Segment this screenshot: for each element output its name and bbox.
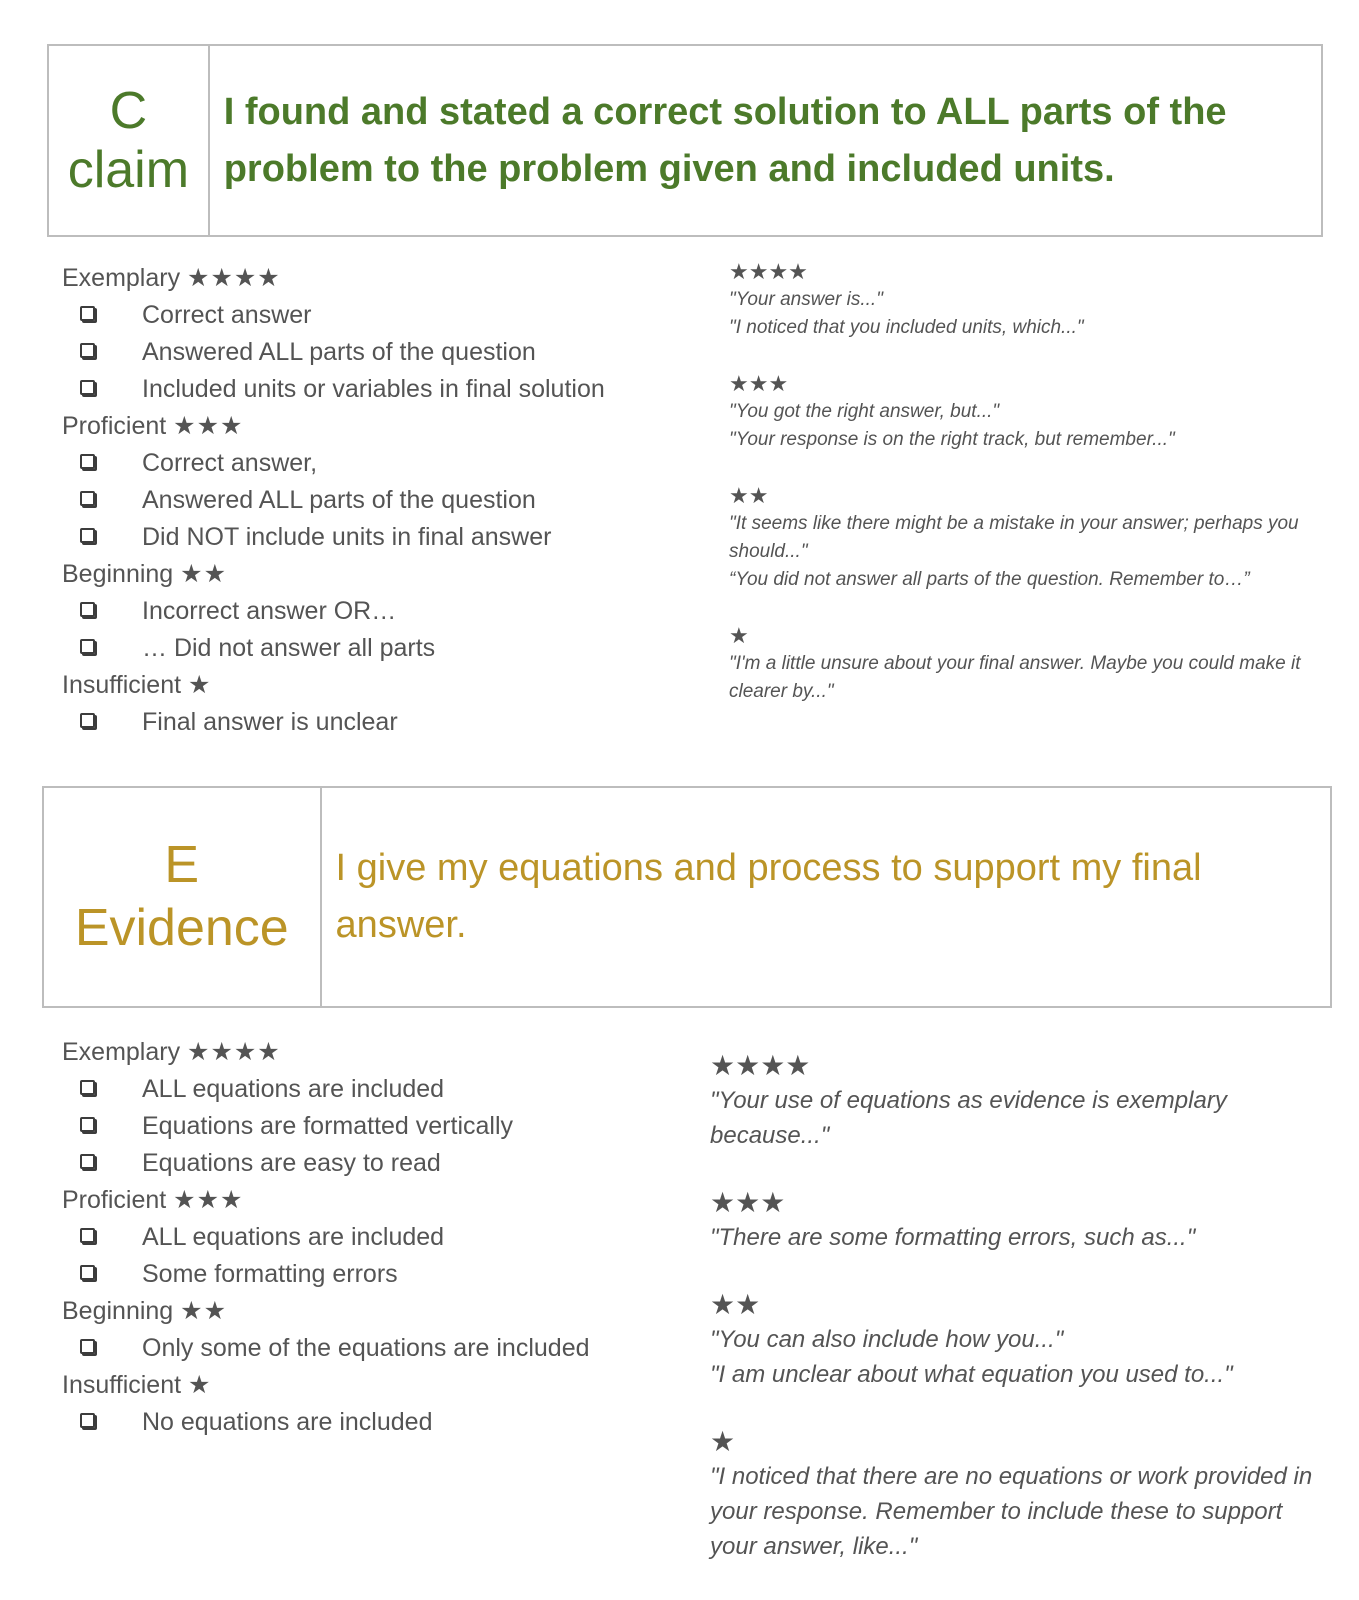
feedback-line: "You can also include how you..." [710, 1326, 1064, 1353]
level-label: Insufficient [62, 1371, 182, 1399]
checklist-item [62, 593, 605, 630]
checklist-item-text: Included units or variables in final solution [142, 375, 605, 403]
checklist-item [62, 297, 605, 334]
claim-letter: C [109, 81, 148, 140]
checklist-item-text: ALL equations are included [142, 1075, 445, 1103]
checkbox-square [80, 1154, 95, 1169]
feedback-line: "I noticed that there are no equations or work provided in your response. Remember to include these to support your answer, like..." [710, 1463, 1313, 1560]
checklist-item [62, 445, 605, 482]
feedback-line: "I am unclear about what equation you used to..." [710, 1361, 1233, 1388]
checkbox-square [80, 639, 95, 654]
feedback-stars: ★★ [710, 1289, 761, 1320]
checklist-item [62, 1071, 590, 1108]
level-label: Proficient [62, 412, 167, 440]
checkbox-square [80, 1413, 95, 1428]
feedback-stars: ★★★ [729, 371, 789, 396]
level-label: Exemplary [62, 264, 181, 292]
checklist-item [62, 630, 605, 667]
level-stars: ★★★★ [187, 1038, 281, 1066]
feedback-block [729, 258, 1319, 342]
checklist-item [62, 371, 605, 408]
checklist-item-text: Answered ALL parts of the question [142, 338, 536, 366]
checklist-item-text: Answered ALL parts of the question [142, 486, 536, 514]
feedback-line: “You did not answer all parts of the question. Remember to…” [729, 569, 1250, 590]
level-label: Exemplary [62, 1038, 181, 1066]
checkbox-square [80, 1265, 95, 1280]
level-label: Proficient [62, 1186, 167, 1214]
evidence-rubric [62, 1034, 590, 1441]
feedback-block [729, 622, 1319, 706]
claim-statement: I found and stated a correct solution to ALL parts of the problem to the problem given and included units. [223, 90, 1227, 190]
checklist-item-text: Correct answer, [142, 449, 318, 477]
checklist-item-text: Incorrect answer OR… [142, 597, 397, 625]
feedback-line: "It seems like there might be a mistake in your answer; perhaps you should..." [729, 513, 1299, 562]
rubric-level [62, 667, 605, 704]
checklist-item-text: Equations are easy to read [142, 1149, 441, 1177]
checklist-item [62, 1256, 590, 1293]
feedback-stars: ★★★ [710, 1187, 786, 1218]
level-stars: ★ [188, 1371, 212, 1399]
rubric-level [62, 1182, 590, 1219]
checkbox-icon [62, 482, 142, 519]
checklist-item [62, 1330, 590, 1367]
evidence-statement: I give my equations and process to support my final answer. [335, 847, 1202, 946]
checklist-item-text: ALL equations are included [142, 1223, 445, 1251]
level-stars: ★★ [180, 1297, 227, 1325]
checklist-item [62, 519, 605, 556]
checklist-item-text: No equations are included [142, 1408, 433, 1436]
feedback-line: "You got the right answer, but..." [729, 401, 1000, 422]
feedback-block [710, 1185, 1330, 1255]
evidence-statement-cell [322, 788, 1330, 1006]
level-label: Beginning [62, 560, 174, 588]
checkbox-square [80, 1339, 95, 1354]
checkbox-icon [62, 1404, 142, 1441]
feedback-block [710, 1287, 1330, 1392]
feedback-line: "I'm a little unsure about your final answer. Maybe you could make it clearer by..." [729, 653, 1301, 702]
feedback-line: "Your answer is..." [729, 289, 883, 310]
checklist-item [62, 1108, 590, 1145]
evidence-letter: E [164, 836, 200, 894]
checkbox-icon [62, 1145, 142, 1182]
rubric-level [62, 260, 605, 297]
feedback-block [710, 1424, 1330, 1564]
checkbox-icon [62, 1330, 142, 1367]
rubric-level [62, 556, 605, 593]
feedback-stars: ★★★★ [729, 259, 808, 284]
level-stars: ★★★ [173, 1186, 244, 1214]
evidence-label-cell [44, 788, 322, 1006]
feedback-block [729, 370, 1319, 454]
checkbox-icon [62, 1108, 142, 1145]
level-label: Insufficient [62, 671, 182, 699]
claim-feedback-stems [729, 258, 1319, 734]
checkbox-icon [62, 630, 142, 667]
feedback-line: "Your response is on the right track, but remember..." [729, 429, 1175, 450]
checkbox-icon [62, 704, 142, 741]
feedback-block [729, 482, 1319, 594]
checklist-item [62, 1404, 590, 1441]
checkbox-square [80, 306, 95, 321]
feedback-line: "There are some formatting errors, such as..." [710, 1224, 1196, 1251]
claim-label-cell [49, 46, 210, 235]
checklist-item-text: Final answer is unclear [142, 708, 398, 736]
checkbox-square [80, 602, 95, 617]
checklist-item [62, 482, 605, 519]
checklist-item [62, 1145, 590, 1182]
checklist-item-text: Did NOT include units in final answer [142, 523, 552, 551]
claim-word: claim [67, 140, 190, 199]
evidence-word: Evidence [74, 899, 289, 957]
checkbox-square [80, 343, 95, 358]
checkbox-icon [62, 593, 142, 630]
feedback-stars: ★ [729, 623, 749, 648]
checkbox-square [80, 1080, 95, 1095]
feedback-stars: ★★★★ [710, 1050, 811, 1081]
feedback-stars: ★ [710, 1426, 736, 1457]
evidence-feedback-stems [710, 1048, 1330, 1596]
checkbox-icon [62, 334, 142, 371]
evidence-header-box [42, 786, 1332, 1008]
checklist-item [62, 704, 605, 741]
checklist-item [62, 1219, 590, 1256]
checkbox-icon [62, 1071, 142, 1108]
checkbox-icon [62, 445, 142, 482]
checkbox-square [80, 1228, 95, 1243]
checkbox-square [80, 491, 95, 506]
rubric-level [62, 1034, 590, 1071]
checkbox-square [80, 528, 95, 543]
checkbox-icon [62, 1256, 142, 1293]
checklist-item-text: Some formatting errors [142, 1260, 398, 1288]
feedback-line: "I noticed that you included units, which..." [729, 317, 1084, 338]
feedback-line: "Your use of equations as evidence is exemplary because..." [710, 1087, 1227, 1149]
checklist-item-text: Correct answer [142, 301, 312, 329]
rubric-level [62, 1367, 590, 1404]
rubric-level [62, 408, 605, 445]
checklist-item-text: Equations are formatted vertically [142, 1112, 514, 1140]
feedback-stars: ★★ [729, 483, 769, 508]
checkbox-square [80, 1117, 95, 1132]
checkbox-square [80, 713, 95, 728]
level-stars: ★★★★ [187, 264, 281, 292]
claim-statement-cell [210, 46, 1321, 235]
level-stars: ★ [188, 671, 212, 699]
level-stars: ★★★ [173, 412, 244, 440]
checkbox-square [80, 454, 95, 469]
feedback-block [710, 1048, 1330, 1153]
checkbox-icon [62, 519, 142, 556]
level-label: Beginning [62, 1297, 174, 1325]
checklist-item-text: … Did not answer all parts [142, 634, 436, 662]
checkbox-icon [62, 371, 142, 408]
checkbox-icon [62, 297, 142, 334]
claim-rubric [62, 260, 605, 741]
checkbox-icon [62, 1219, 142, 1256]
checklist-item-text: Only some of the equations are included [142, 1334, 590, 1362]
checkbox-square [80, 380, 95, 395]
rubric-level [62, 1293, 590, 1330]
level-stars: ★★ [180, 560, 227, 588]
claim-header-box [47, 44, 1323, 237]
checklist-item [62, 334, 605, 371]
